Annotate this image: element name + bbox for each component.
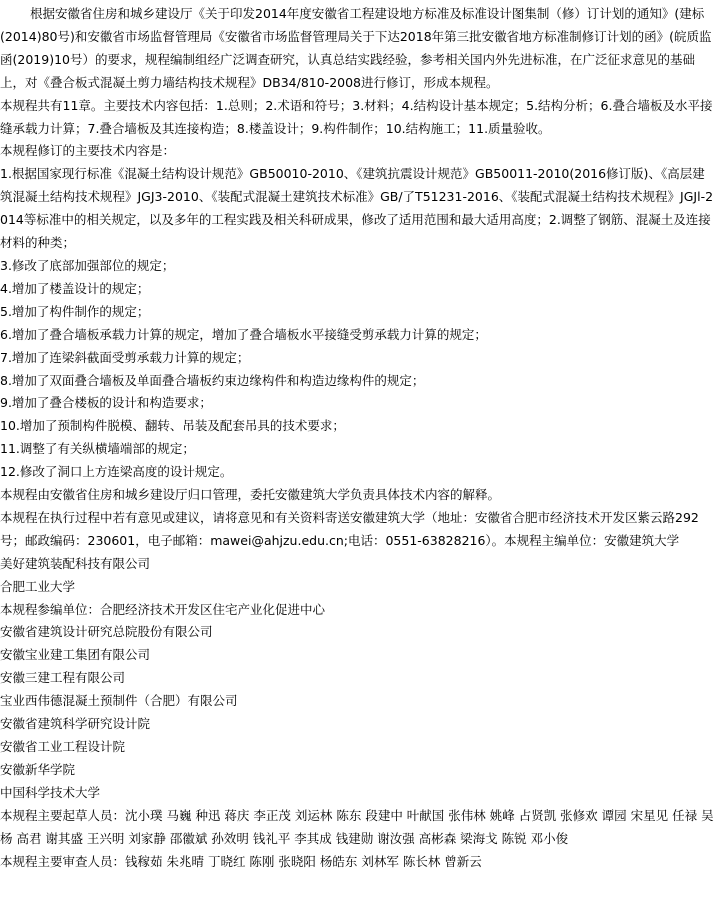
management-paragraph: 本规程由安徽省住房和城乡建设厅归口管理，委托安徽建筑大学负责具体技术内容的解释。 xyxy=(0,487,501,503)
revision-item-8: 8.增加了双面叠合墙板及单面叠合墙板约束边缘构件和构造边缘构件的规定； xyxy=(0,372,425,388)
participating-unit-line: 安徽省建筑设计研究总院股份有限公司 xyxy=(0,624,213,640)
participating-unit-line: 安徽三建工程有限公司 xyxy=(0,670,126,686)
revision-item-9: 9.增加了叠合楼板的设计和构造要求； xyxy=(0,395,212,411)
drafters-paragraph: 本规程主要起草人员：沈小璞 马巍 种迅 蒋庆 李正茂 刘运林 陈东 段建中 叶献国 张伟林 姚峰 占贤凯 张修欢 谭园 宋星见 任禄 吴杨 高君 谢其盛 王兴明 刘家静 邵徽斌 孙效明 钱礼平 李其成 钱建勋 谢汝强 高彬森 梁海戈 陈锐 邓小俊 xyxy=(0,807,714,846)
revision-item-7: 7.增加了连梁斜截面受剪承载力计算的规定； xyxy=(0,349,250,365)
chapter-overview-paragraph: 本规程共有11章。主要技术内容包括：1.总则；2.术语和符号；3.材料；4.结构设计基本规定；5.结构分析；6.叠合墙板及水平接缝承载力计算；7.叠合墙板及其连接构造；8.楼盖设计；9.构件制作；10.结构施工；11.质量验收。 xyxy=(0,97,713,136)
participating-unit-line: 安徽省建筑科学研究设计院 xyxy=(0,716,151,732)
chief-unit-line: 合肥工业大学 xyxy=(0,578,76,594)
reviewers-paragraph: 本规程主要审查人员：钱稼茹 朱兆晴 丁晓红 陈刚 张晓阳 杨皓东 刘林军 陈长林 曾新云 xyxy=(0,853,482,869)
participating-unit-line: 安徽宝业建工集团有限公司 xyxy=(0,647,151,663)
revision-heading: 本规程修订的主要技术内容是： xyxy=(0,143,176,159)
chief-unit-line: 美好建筑装配科技有限公司 xyxy=(0,555,151,571)
revision-item-1: 1.根据国家现行标准《混凝土结构设计规范》GB50010-2010、《建筑抗震设计规范》GB50011-2010(2016修订版)、《高层建筑混凝土结构技术规程》JGJ3-2010、《装配式混凝土建筑技术标准》GB/了T51231-2016、《装配式混凝土结构技术规程》JGJl-2014等标准中的相关规定，以及多年的工程实践及相关科研成果，修改了适用范围和最大适用高度；2.调整了钢筋、混凝土及连接材料的种类； xyxy=(0,166,714,251)
revision-item-10: 10.增加了预制构件脱模、翻转、吊装及配套吊具的技术要求； xyxy=(0,418,345,434)
contact-paragraph: 本规程在执行过程中若有意见或建议，请将意见和有关资料寄送安徽建筑大学（地址：安徽省合肥市经济技术开发区紫云路292号；邮政编码：230601，电子邮箱：mawei@ahjzu.edu.cn;电话：0551-63828216）。本规程主编单位：安徽建筑大学 xyxy=(0,509,699,548)
revision-item-12: 12.修改了洞口上方连梁高度的设计规定。 xyxy=(0,464,233,480)
participating-unit-line: 安徽新华学院 xyxy=(0,761,76,777)
revision-item-5: 5.增加了构件制作的规定； xyxy=(0,303,150,319)
participating-units-heading: 本规程参编单位：合肥经济技术开发区住宅产业化促进中心 xyxy=(0,601,326,617)
participating-unit-line: 安徽省工业工程设计院 xyxy=(0,739,126,754)
participating-unit-line: 宝业西伟德混凝土预制件（合肥）有限公司 xyxy=(0,693,238,709)
revision-item-6: 6.增加了叠合墙板承载力计算的规定，增加了叠合墙板水平接缝受剪承载力计算的规定； xyxy=(0,326,487,342)
revision-item-3: 3.修改了底部加强部位的规定； xyxy=(0,257,175,273)
participating-unit-line: 中国科学技术大学 xyxy=(0,784,101,800)
revision-item-4: 4.增加了楼盖设计的规定； xyxy=(0,280,150,296)
revision-item-11: 11.调整了有关纵横墙端部的规定； xyxy=(0,441,195,457)
intro-paragraph: 根据安徽省住房和城乡建设厅《关于印发2014年度安徽省工程建设地方标准及标准设计图集制（修）订计划的通知》(建标(2014)80号)和安徽省市场监督管理局《安徽省市场监督管理局关于下达2018年第三批安徽省地方标准制修订计划的函》(皖质监函(2019)10号）的要求，规程编制组经广泛调查研究，认真总结实践经验，参考相关国内外先进标准，在广泛征求意见的基础上，对《叠合板式混凝土剪力墙结构技术规程》DB34/810-2008进行修订，形成本规程。 xyxy=(0,6,712,90)
